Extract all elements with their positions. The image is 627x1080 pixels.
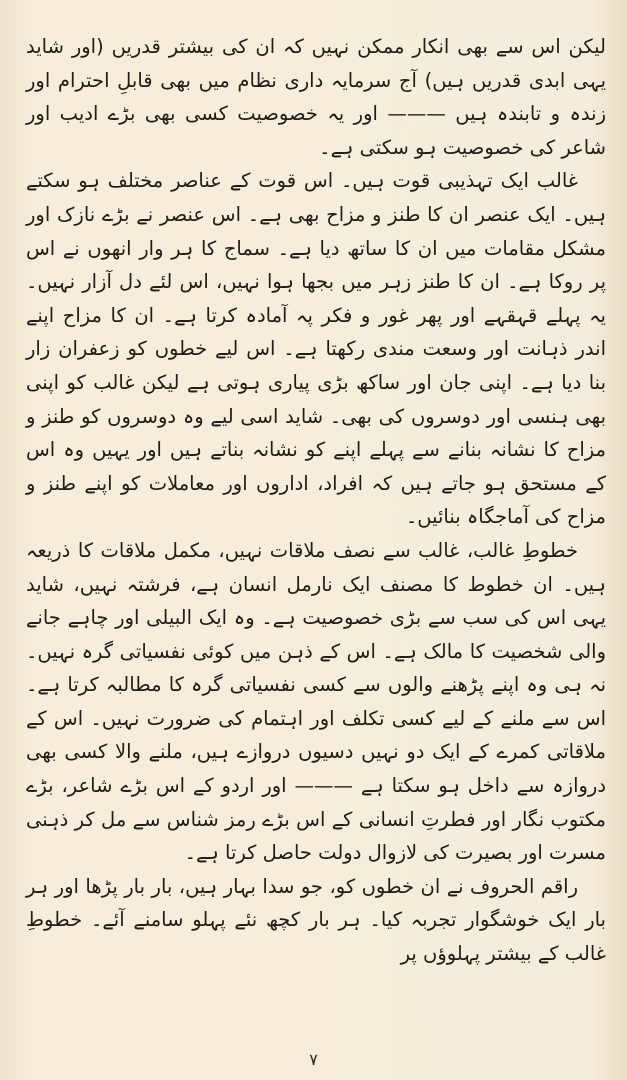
paragraph-4: راقم الحروف نے ان خطوں کو، جو سدا بہار ہیں، بار بار پڑھا اور ہر بار ایک خوشگوار تجربہ کیا۔ ہر بار کچھ نئے پہلو سامنے آئے۔ خطوطِ غالب کے بیشتر پہلوؤں پر	[26, 874, 606, 966]
paragraph-2: غالب ایک تہذیبی قوت ہیں۔ اس قوت کے عناصر مختلف ہو سکتے ہیں۔ ایک عنصر ان کا طنز و مزاح بھی ہے۔ اس عنصر نے بڑے نازک اور مشکل مقامات میں ان کا ساتھ دیا ہے۔ سماج کا ہر وار انھوں نے اس پر روکا ہے۔ ان کا طنز زہر میں بجھا ہوا نہیں، اس لئے دل آزار نہیں۔ یہ پہلے قہقہے اور پھر غور و فکر پہ آمادہ کرتا ہے۔ ان کا مزاح اپنے اندر ذہانت اور وسعت مندی رکھتا ہے۔ اس لیے خطوں کو زعفران زار بنا دیا ہے۔ اپنی جان اور ساکھ بڑی پیاری ہوتی ہے لیکن غالب کو اپنی بھی ہنسی اور دوسروں کی بھی۔ شاید اسی لیے وہ دوسروں کو طنز و مزاح کا نشانہ بنانے سے پہلے اپنے کو نشانہ بناتے ہیں اور یہیں وہ اس کے مستحق ہو جاتے ہیں کہ افراد، اداروں اور معاملات کو اپنے طنز و مزاح کی آماجگاہ بنائیں۔	[26, 169, 606, 529]
paragraph-1: لیکن اس سے بھی انکار ممکن نہیں کہ ان کی بیشتر قدریں (اور شاید یہی ابدی قدریں ہیں) آج سرمایہ داری نظام میں بھی قابلِ احترام اور زندہ و تابندہ ہیں ——— اور یہ خصوصیت کسی بھی بڑے ادیب اور شاعر کی خصوصیت ہو سکتی ہے۔	[26, 35, 606, 159]
page-number: ۷	[309, 1050, 318, 1069]
page-body	[26, 30, 606, 971]
paragraph-3: خطوطِ غالب، غالب سے نصف ملاقات نہیں، مکمل ملاقات کا ذریعہ ہیں۔ ان خطوط کا مصنف ایک نارمل انسان ہے، فرشتہ نہیں، شاید یہی اس کی سب سے بڑی خصوصیت ہے۔ وہ ایک البیلی اور چاہے جانے والی شخصیت کا مالک ہے۔ اس کے ذہن میں کوئی نفسیاتی گرہ نہیں۔ نہ ہی وہ اپنے پڑھنے والوں سے کسی نفسیاتی گرہ کا مطالبہ کرتا ہے۔ اس سے ملنے کے لیے کسی تکلف اور اہتمام کی ضرورت نہیں۔ اس کے ملاقاتی کمرے کے ایک دو نہیں دسیوں دروازے ہیں، ملنے والا کسی بھی دروازہ سے داخل ہو سکتا ہے ——— اور اردو کے اس بڑے شاعر، بڑے مکتوب نگار اور فطرتِ انسانی کے اس بڑے رمز شناس سے مل کر ذہنی مسرت اور بصیرت کی لازوال دولت حاصل کرتا ہے۔	[26, 538, 606, 865]
